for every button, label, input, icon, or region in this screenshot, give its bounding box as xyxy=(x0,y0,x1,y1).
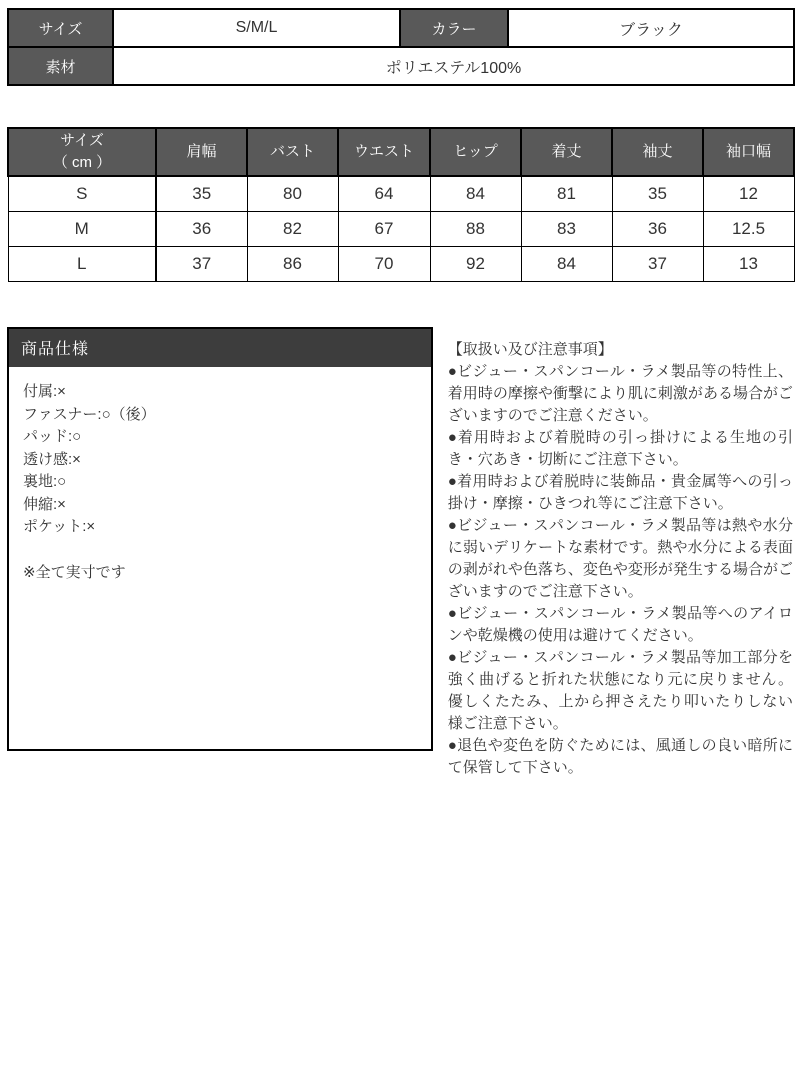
spec-item-lining: 裏地:○ xyxy=(23,473,67,490)
cell-value: 86 xyxy=(247,247,338,282)
spec-item-sheerness: 透け感:× xyxy=(23,450,81,468)
cell-value: 82 xyxy=(247,212,338,247)
spec-measurement-note: ※全て実寸です xyxy=(23,563,126,581)
color-label-cell: カラー xyxy=(400,9,508,47)
cell-value: 36 xyxy=(612,212,703,247)
spec-item-pocket: ポケット:× xyxy=(23,518,96,535)
cell-value: 37 xyxy=(156,247,247,282)
size-row-m xyxy=(8,212,794,247)
cell-value: 64 xyxy=(338,176,430,212)
handling-notes-title: 【取扱い及び注意事項】 xyxy=(447,341,613,358)
spec-box-title: 商品仕様 xyxy=(9,329,431,367)
spec-item-accessory: 付属:× xyxy=(23,383,66,400)
spec-box-body xyxy=(9,367,431,584)
cell-value: 13 xyxy=(703,247,794,282)
column-header-cuff: 袖口幅 xyxy=(703,128,794,176)
cell-value: 83 xyxy=(521,212,612,247)
size-chart-corner-line2: （ cm ） xyxy=(52,154,112,171)
material-value-cell: ポリエステル100% xyxy=(113,47,794,85)
summary-row-material xyxy=(8,47,794,85)
spec-item-pad: パッド:○ xyxy=(23,428,82,445)
cell-value: 92 xyxy=(430,247,521,282)
handling-note-item: ●ビジュー・スパンコール・ラメ製品等加工部分を強く曲げると折れた状態になり元に戻りません。優しくたたみ、上から押さえたり叩いたりしない様ご注意下さい。 xyxy=(447,649,793,732)
handling-notes xyxy=(448,327,793,779)
cell-value: 67 xyxy=(338,212,430,247)
bottom-section xyxy=(7,327,793,779)
handling-note-item: ●着用時および着脱時の引っ掛けによる生地の引き・穴あき・切断にご注意下さい。 xyxy=(447,429,793,468)
summary-row-size-color xyxy=(8,9,794,47)
column-header-shoulder: 肩幅 xyxy=(156,128,247,176)
column-header-waist: ウエスト xyxy=(338,128,430,176)
cell-value: 12 xyxy=(703,176,794,212)
product-summary-table xyxy=(7,8,795,86)
size-row-label: M xyxy=(8,212,156,247)
size-chart-corner-line1: サイズ xyxy=(60,132,104,149)
size-row-label: L xyxy=(8,247,156,282)
column-header-hip: ヒップ xyxy=(430,128,521,176)
cell-value: 81 xyxy=(521,176,612,212)
handling-note-item: ●着用時および着脱時に装飾品・貴金属等への引っ掛け・摩擦・ひきつれ等にご注意下さい。 xyxy=(447,473,793,512)
cell-value: 70 xyxy=(338,247,430,282)
cell-value: 84 xyxy=(430,176,521,212)
color-value-cell: ブラック xyxy=(508,9,794,47)
column-header-bust: バスト xyxy=(247,128,338,176)
handling-note-item: ●ビジュー・スパンコール・ラメ製品等の特性上、着用時の摩擦や衝撃により肌に刺激がある場合がございますのでご注意ください。 xyxy=(447,363,793,424)
cell-value: 12.5 xyxy=(703,212,794,247)
size-value-cell: S/M/L xyxy=(113,9,400,47)
size-row-l xyxy=(8,247,794,282)
spec-item-fastener: ファスナー:○（後） xyxy=(23,405,156,423)
size-chart-corner-cell xyxy=(8,128,156,176)
cell-value: 84 xyxy=(521,247,612,282)
size-chart-table xyxy=(7,127,795,282)
size-chart-header-row xyxy=(8,128,794,176)
size-label-cell: サイズ xyxy=(8,9,113,47)
handling-note-item: ●ビジュー・スパンコール・ラメ製品等は熱や水分に弱いデリケートな素材です。熱や水分による表面の剥がれや色落ち、変色や変形が発生する場合がございますのでご注意下さい。 xyxy=(447,517,793,600)
spec-item-stretch: 伸縮:× xyxy=(23,495,66,513)
cell-value: 35 xyxy=(156,176,247,212)
handling-note-item: ●退色や変色を防ぐためには、風通しの良い暗所にて保管して下さい。 xyxy=(447,737,793,776)
column-header-sleeve: 袖丈 xyxy=(612,128,703,176)
cell-value: 35 xyxy=(612,176,703,212)
product-spec-box xyxy=(7,327,433,751)
size-row-label: S xyxy=(8,176,156,212)
size-row-s xyxy=(8,176,794,212)
material-label-cell: 素材 xyxy=(8,47,113,85)
handling-note-item: ●ビジュー・スパンコール・ラメ製品等へのアイロンや乾燥機の使用は避けてください。 xyxy=(447,605,793,644)
cell-value: 37 xyxy=(612,247,703,282)
cell-value: 80 xyxy=(247,176,338,212)
column-header-length: 着丈 xyxy=(521,128,612,176)
cell-value: 88 xyxy=(430,212,521,247)
cell-value: 36 xyxy=(156,212,247,247)
